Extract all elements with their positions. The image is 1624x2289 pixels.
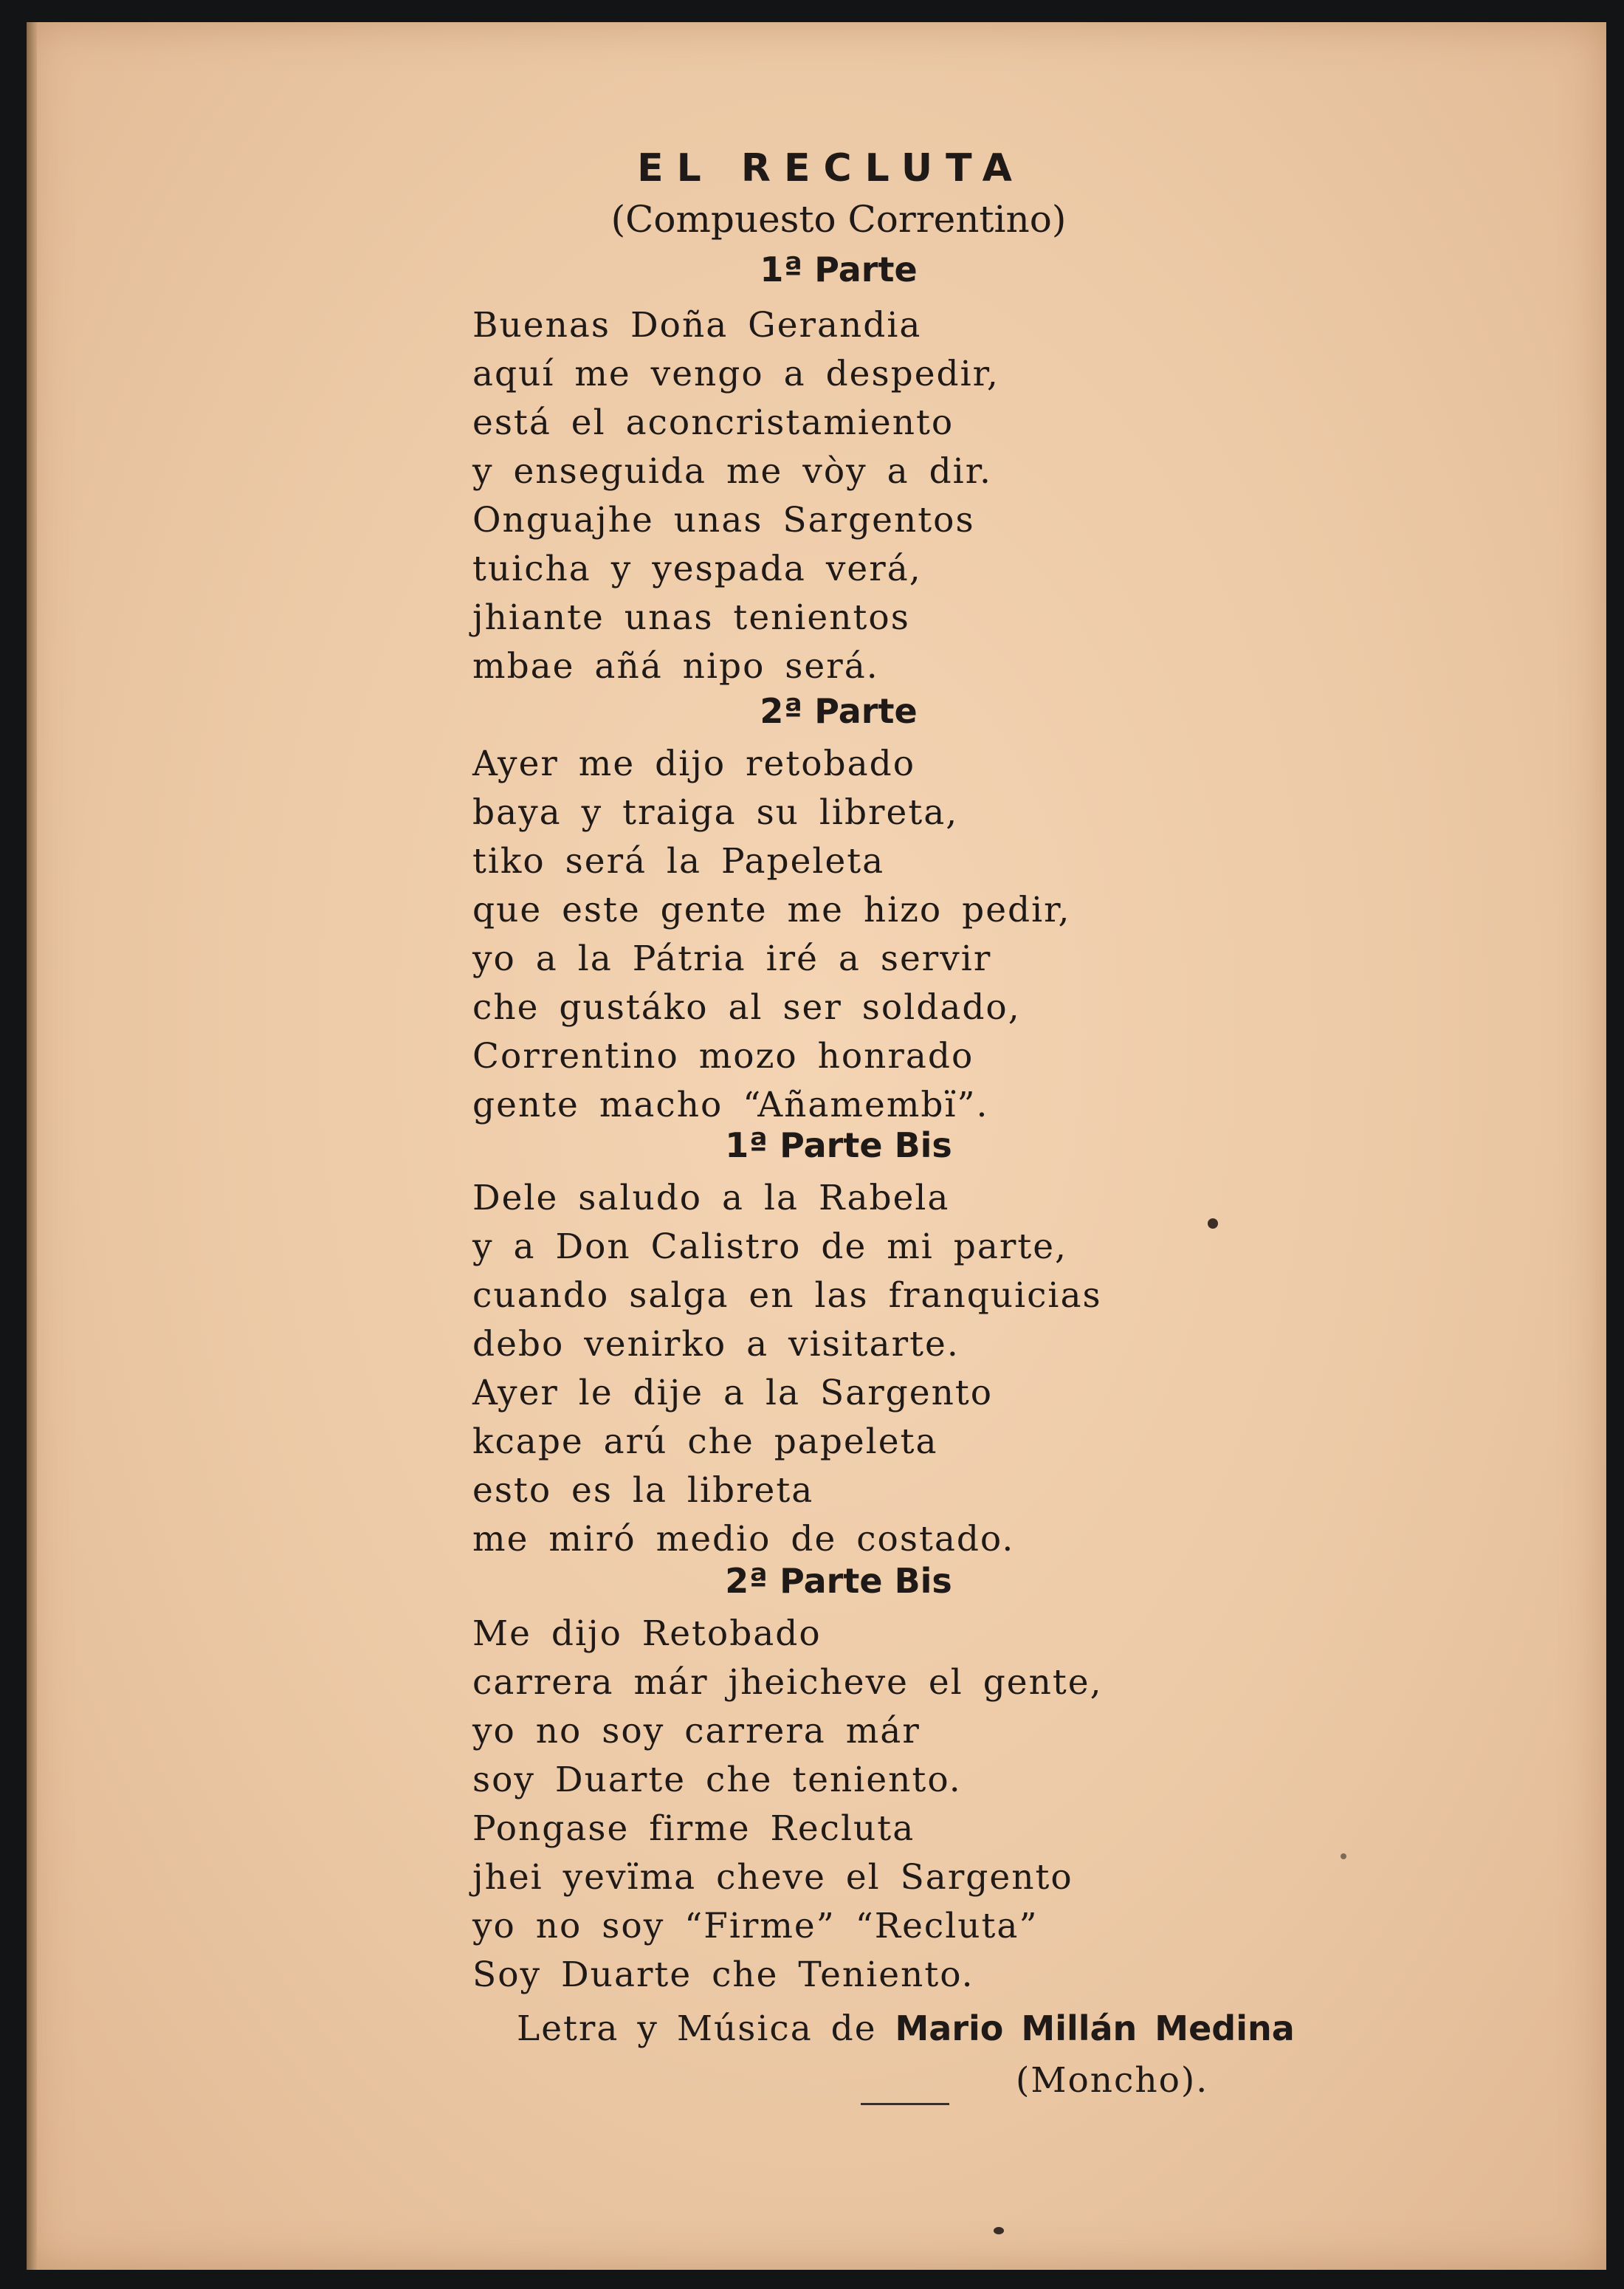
book-page (27, 22, 1606, 2270)
verse-line: me miró medio de costado. (472, 1519, 1015, 1559)
song-subtitle: (Compuesto Correntino) (610, 198, 1067, 241)
verse-line: yo a la Pátria iré a servir (472, 938, 992, 979)
verse-line: yo no soy carrera már (472, 1711, 921, 1751)
verse-line: cuando salga en las franquicias (472, 1275, 1102, 1316)
verse-line: tuicha y yespada verá, (472, 549, 922, 589)
verse-line: Me dijo Retobado (472, 1613, 822, 1654)
credit-prefix: Letra y Música de (517, 2008, 877, 2049)
verse-line: Pongase firme Recluta (472, 1808, 915, 1849)
song-title: EL RECLUTA (637, 146, 1025, 191)
verse-line: Onguajhe unas Sargentos (472, 500, 975, 540)
section-heading: 1ª Parte (760, 250, 918, 289)
verse-line: soy Duarte che teniento. (472, 1760, 962, 1800)
verse-line: Correntino mozo honrado (472, 1036, 974, 1077)
paper-speck (994, 2227, 1004, 2234)
decorative-dash (861, 2103, 949, 2105)
verse-line: aquí me vengo a despedir, (472, 354, 999, 394)
verse-line: esto es la libreta (472, 1470, 814, 1511)
verse-line: Ayer le dije a la Sargento (472, 1373, 994, 1413)
verse-line: che gustáko al ser soldado, (472, 987, 1021, 1028)
verse-line: y enseguida me vòy a dir. (472, 451, 992, 492)
section-heading: 2ª Parte Bis (725, 1561, 952, 1601)
verse-line: tiko será la Papeleta (472, 841, 885, 882)
verse-line: Dele saludo a la Rabela (472, 1178, 950, 1218)
verse-line: kcape arú che papeleta (472, 1421, 938, 1462)
verse-line: baya y traiga su libreta, (472, 792, 959, 833)
verse-block (472, 740, 1070, 1130)
paper-speck (1208, 1218, 1218, 1229)
verse-line: está el aconcristamiento (472, 402, 954, 443)
credit-nickname: (Moncho). (1016, 2060, 1209, 2101)
verse-line: y a Don Calistro de mi parte, (472, 1226, 1067, 1267)
verse-line: gente macho “Añamembï”. (472, 1085, 989, 1125)
verse-line: Ayer me dijo retobado (472, 744, 916, 784)
verse-block (472, 1174, 1102, 1564)
verse-line: que este gente me hizo pedir, (472, 890, 1071, 930)
verse-line: yo no soy “Firme” “Recluta” (472, 1906, 1039, 1946)
paper-speck (1341, 1853, 1346, 1859)
verse-line: jhiante unas tenientos (472, 597, 910, 638)
verse-line: mbae añá nipo será. (472, 646, 879, 687)
credit-author: Mario Millán Medina (895, 2008, 1295, 2048)
verse-block (472, 301, 999, 691)
verse-line: Buenas Doña Gerandia (472, 305, 922, 346)
song-credit (517, 2008, 1295, 2049)
verse-line: debo venirko a visitarte. (472, 1324, 960, 1365)
verse-line: jhei yevïma cheve el Sargento (472, 1857, 1073, 1898)
verse-block (472, 1610, 1103, 2000)
verse-line: carrera már jheicheve el gente, (472, 1662, 1103, 1703)
section-heading: 2ª Parte (760, 691, 918, 731)
section-heading: 1ª Parte Bis (725, 1125, 952, 1165)
verse-line: Soy Duarte che Teniento. (472, 1955, 974, 1995)
